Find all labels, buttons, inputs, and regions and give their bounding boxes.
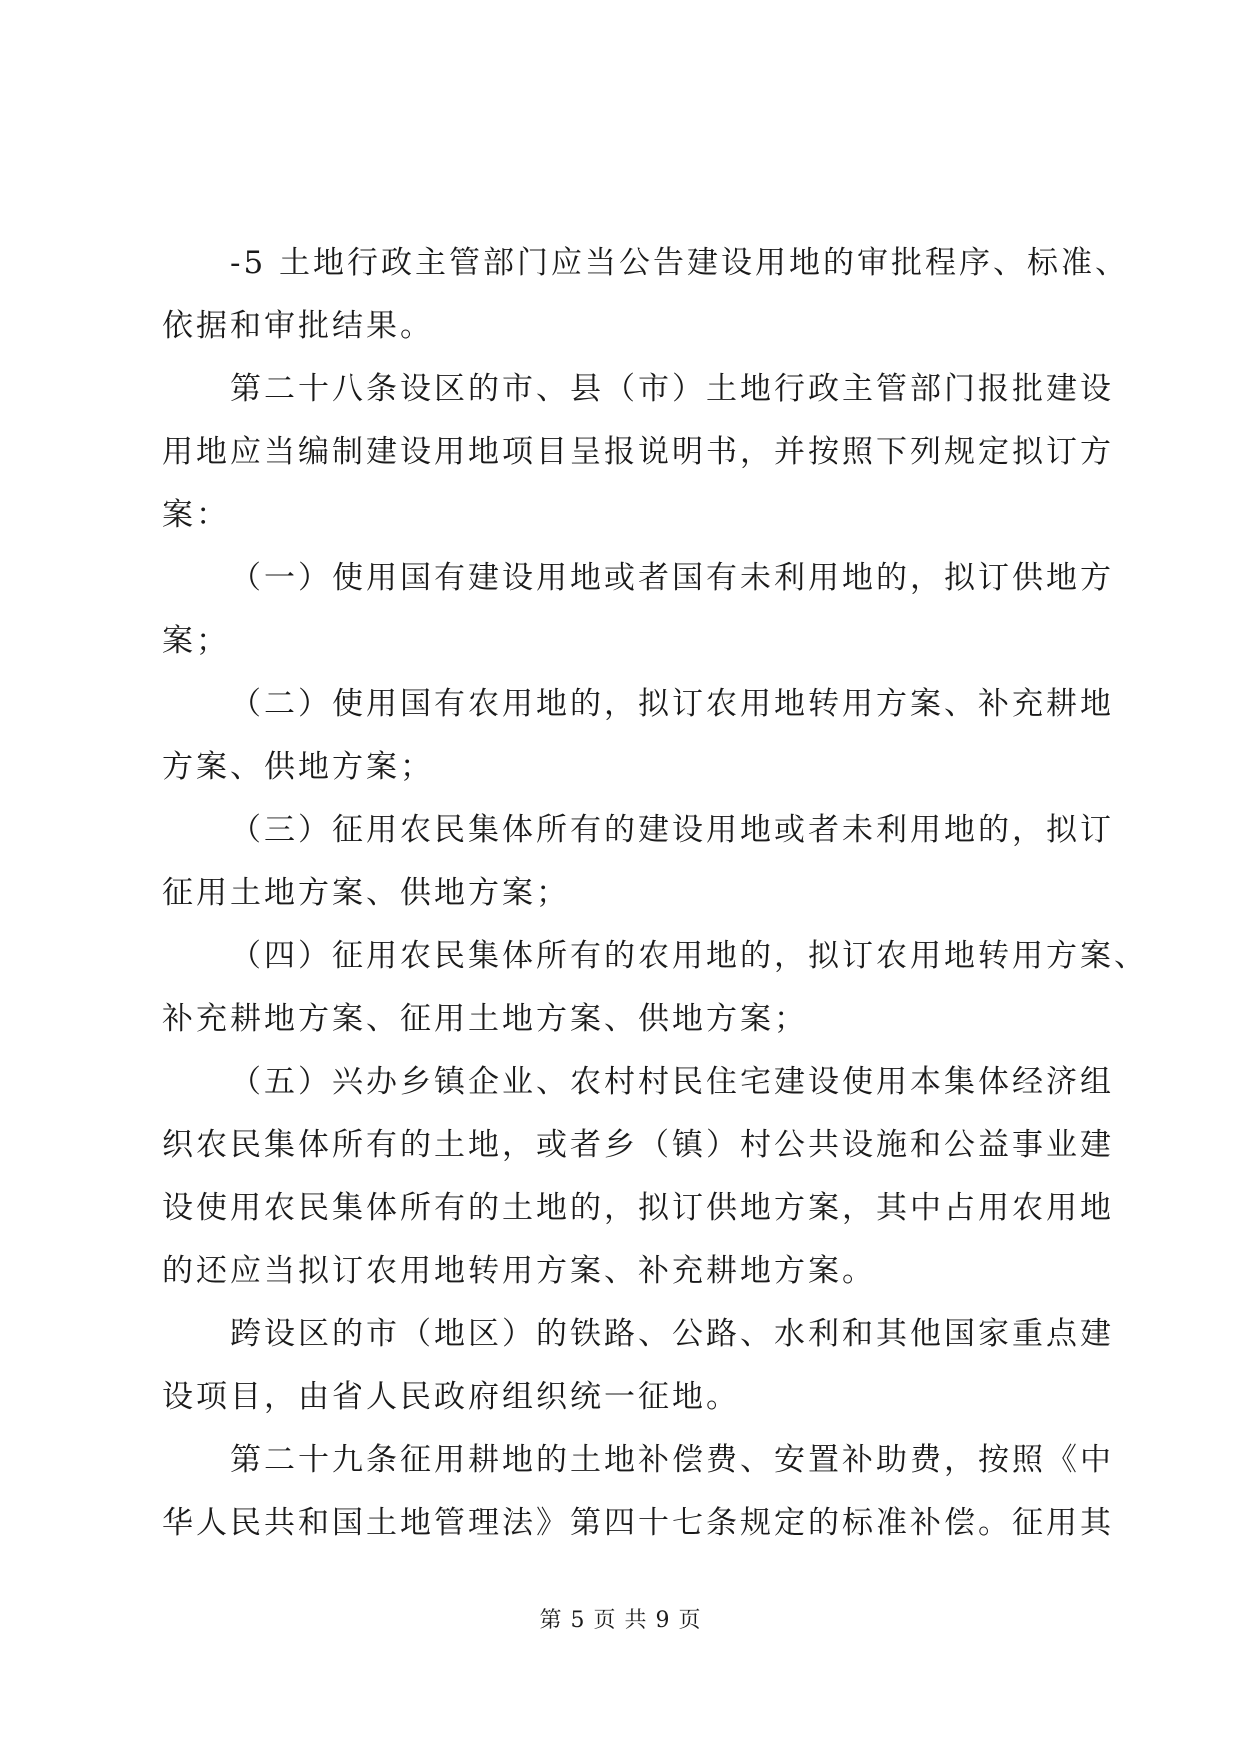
- text-line: （三）征用农民集体所有的建设用地或者未利用地的，拟订: [230, 812, 1114, 848]
- text-line: 跨设区的市（地区）的铁路、公路、水利和其他国家重点建: [230, 1316, 1114, 1352]
- text-line: 的还应当拟订农用地转用方案、补充耕地方案。: [162, 1253, 876, 1289]
- text-line: 华人民共和国土地管理法》第四十七条规定的标准补偿。征用其: [162, 1505, 1114, 1541]
- text-line: （二）使用国有农用地的，拟订农用地转用方案、补充耕地: [230, 686, 1114, 722]
- text-line: 设使用农民集体所有的土地的，拟订供地方案，其中占用农用地: [162, 1190, 1114, 1226]
- text-line: 设项目，由省人民政府组织统一征地。: [162, 1379, 740, 1415]
- text-line: 案：: [162, 497, 230, 533]
- text-line: 补充耕地方案、征用土地方案、供地方案；: [162, 1001, 808, 1037]
- text-line: （四）征用农民集体所有的农用地的，拟订农用地转用方案、: [230, 938, 1148, 974]
- text-line: 第二十九条征用耕地的土地补偿费、安置补助费，按照《中: [230, 1442, 1114, 1478]
- text-line: 依据和审批结果。: [162, 308, 434, 344]
- document-body: [162, 232, 1148, 1555]
- text-line: 案；: [162, 623, 230, 659]
- text-line: -5 土地行政主管部门应当公告建设用地的审批程序、标准、: [230, 245, 1130, 281]
- text-line: 方案、供地方案；: [162, 749, 434, 785]
- text-line: 织农民集体所有的土地，或者乡（镇）村公共设施和公益事业建: [162, 1127, 1114, 1163]
- text-line: （五）兴办乡镇企业、农村村民住宅建设使用本集体经济组: [230, 1064, 1114, 1100]
- text-line: 征用土地方案、供地方案；: [162, 875, 570, 911]
- text-line: 用地应当编制建设用地项目呈报说明书，并按照下列规定拟订方: [162, 434, 1114, 470]
- text-line: 第二十八条设区的市、县（市）土地行政主管部门报批建设: [230, 371, 1114, 407]
- page-footer: 第 5 页 共 9 页: [539, 1608, 702, 1633]
- text-line: （一）使用国有建设用地或者国有未利用地的，拟订供地方: [230, 560, 1114, 596]
